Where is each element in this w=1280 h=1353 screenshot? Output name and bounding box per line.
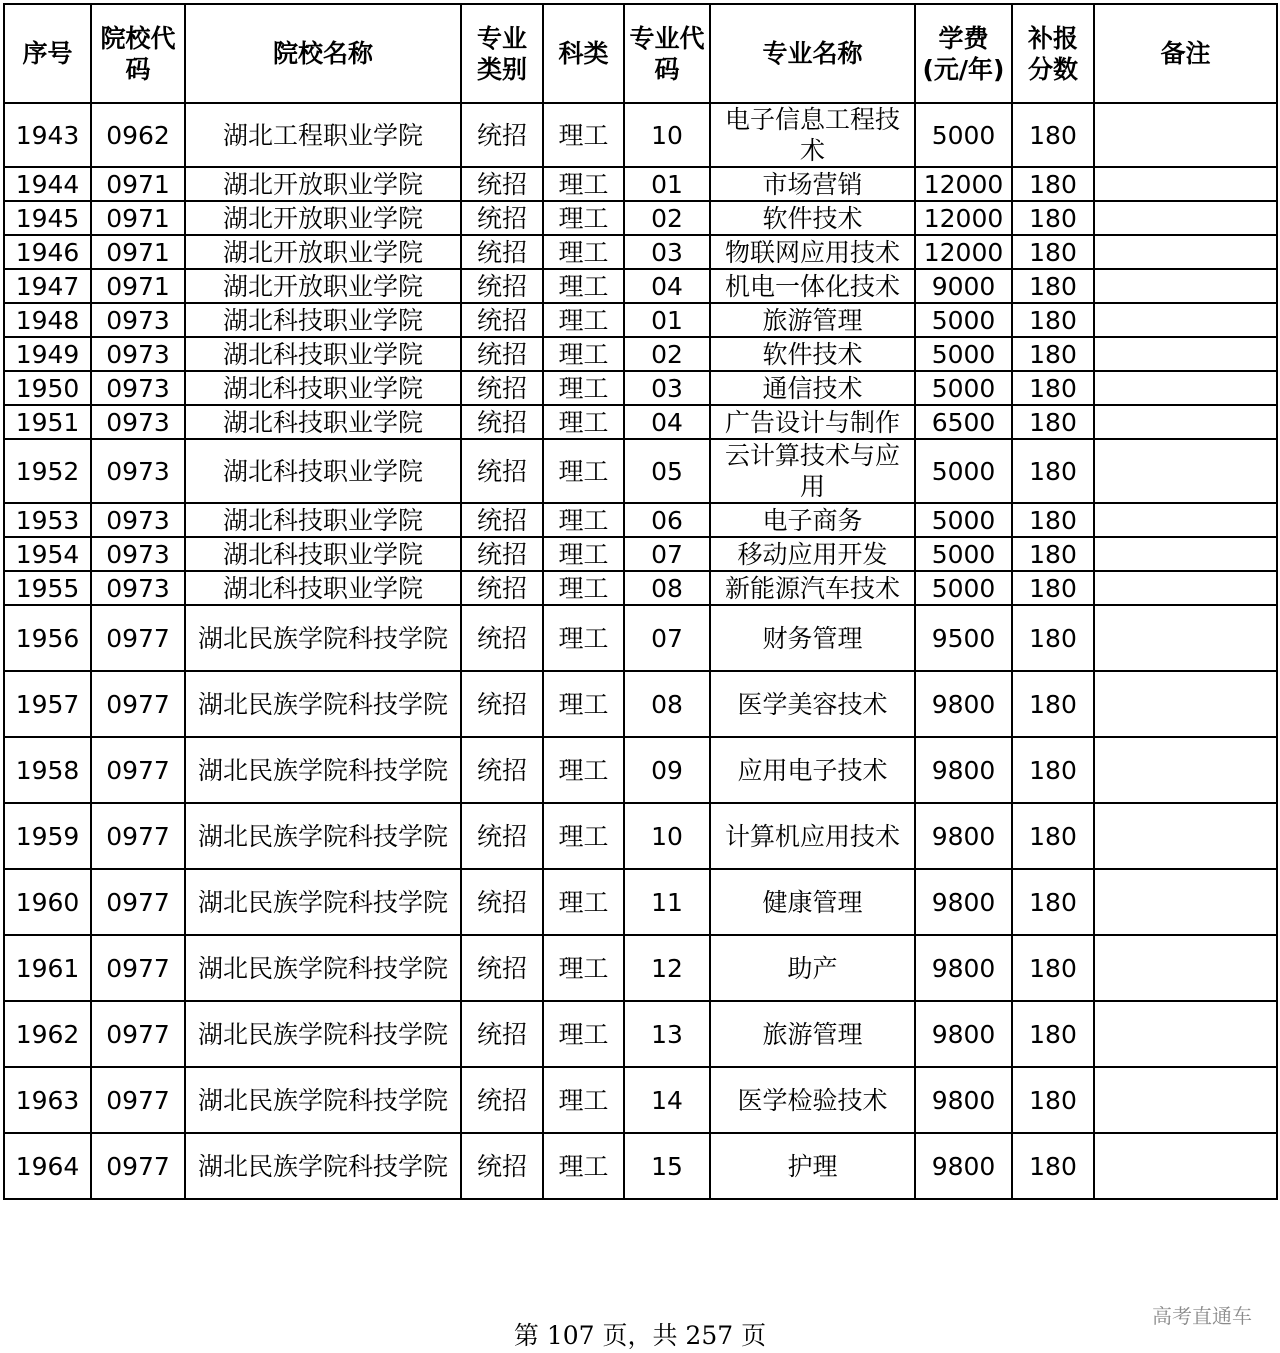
cell-subject: 理工 — [543, 103, 624, 167]
cell-score: 180 — [1012, 235, 1094, 269]
cell-major-code: 14 — [624, 1067, 710, 1133]
cell-school-name: 湖北科技职业学院 — [185, 337, 461, 371]
cell-major-name: 软件技术 — [710, 201, 915, 235]
table-row — [4, 671, 1277, 737]
cell-tuition: 9800 — [915, 1133, 1012, 1199]
cell-tuition: 5000 — [915, 503, 1012, 537]
cell-school-name: 湖北民族学院科技学院 — [185, 935, 461, 1001]
cell-major-type: 统招 — [461, 103, 543, 167]
cell-subject: 理工 — [543, 371, 624, 405]
cell-seq: 1955 — [4, 571, 91, 605]
cell-score: 180 — [1012, 537, 1094, 571]
cell-major-type: 统招 — [461, 605, 543, 671]
cell-score: 180 — [1012, 869, 1094, 935]
cell-school-name: 湖北民族学院科技学院 — [185, 605, 461, 671]
cell-school-name: 湖北科技职业学院 — [185, 537, 461, 571]
cell-tuition: 5000 — [915, 337, 1012, 371]
cell-school-name: 湖北开放职业学院 — [185, 269, 461, 303]
cell-major-code: 07 — [624, 537, 710, 571]
cell-score: 180 — [1012, 1001, 1094, 1067]
cell-seq: 1945 — [4, 201, 91, 235]
cell-major-code: 02 — [624, 201, 710, 235]
cell-remark — [1094, 167, 1277, 201]
cell-score: 180 — [1012, 371, 1094, 405]
cell-score: 180 — [1012, 103, 1094, 167]
cell-subject: 理工 — [543, 405, 624, 439]
table-row — [4, 439, 1277, 503]
cell-seq: 1961 — [4, 935, 91, 1001]
cell-score: 180 — [1012, 439, 1094, 503]
cell-school-code: 0973 — [91, 503, 185, 537]
cell-tuition: 9800 — [915, 803, 1012, 869]
cell-major-type: 统招 — [461, 1133, 543, 1199]
cell-major-name: 护理 — [710, 1133, 915, 1199]
cell-remark — [1094, 235, 1277, 269]
cell-seq: 1957 — [4, 671, 91, 737]
table-row — [4, 571, 1277, 605]
table-body — [4, 103, 1277, 1199]
cell-school-name: 湖北民族学院科技学院 — [185, 869, 461, 935]
cell-subject: 理工 — [543, 201, 624, 235]
cell-major-code: 15 — [624, 1133, 710, 1199]
cell-major-name: 软件技术 — [710, 337, 915, 371]
cell-score: 180 — [1012, 337, 1094, 371]
cell-remark — [1094, 371, 1277, 405]
cell-major-type: 统招 — [461, 935, 543, 1001]
header-school-name: 院校名称 — [185, 4, 461, 103]
header-school-code: 院校代码 — [91, 4, 185, 103]
cell-school-name: 湖北开放职业学院 — [185, 201, 461, 235]
cell-seq: 1944 — [4, 167, 91, 201]
cell-school-code: 0971 — [91, 269, 185, 303]
table-row — [4, 303, 1277, 337]
watermark: 高考直通车 — [1152, 1304, 1252, 1328]
cell-score: 180 — [1012, 167, 1094, 201]
cell-remark — [1094, 1001, 1277, 1067]
cell-school-code: 0973 — [91, 537, 185, 571]
cell-major-type: 统招 — [461, 537, 543, 571]
cell-school-name: 湖北民族学院科技学院 — [185, 737, 461, 803]
cell-major-code: 10 — [624, 803, 710, 869]
cell-remark — [1094, 1133, 1277, 1199]
cell-tuition: 9800 — [915, 1001, 1012, 1067]
table-row — [4, 337, 1277, 371]
cell-tuition: 12000 — [915, 235, 1012, 269]
cell-seq: 1964 — [4, 1133, 91, 1199]
cell-tuition: 12000 — [915, 167, 1012, 201]
cell-subject: 理工 — [543, 537, 624, 571]
cell-seq: 1953 — [4, 503, 91, 537]
cell-remark — [1094, 337, 1277, 371]
cell-remark — [1094, 737, 1277, 803]
cell-major-name: 机电一体化技术 — [710, 269, 915, 303]
cell-remark — [1094, 269, 1277, 303]
cell-major-type: 统招 — [461, 167, 543, 201]
header-major-code: 专业代码 — [624, 4, 710, 103]
cell-score: 180 — [1012, 935, 1094, 1001]
header-row — [4, 4, 1277, 103]
cell-major-type: 统招 — [461, 201, 543, 235]
cell-score: 180 — [1012, 1133, 1094, 1199]
cell-school-code: 0973 — [91, 439, 185, 503]
cell-major-code: 11 — [624, 869, 710, 935]
cell-subject: 理工 — [543, 803, 624, 869]
table-row — [4, 737, 1277, 803]
page-number: 第 107 页，共 257 页 — [513, 1321, 767, 1350]
cell-major-type: 统招 — [461, 571, 543, 605]
cell-major-type: 统招 — [461, 439, 543, 503]
cell-school-name: 湖北民族学院科技学院 — [185, 803, 461, 869]
header-subject: 科类 — [543, 4, 624, 103]
cell-subject: 理工 — [543, 167, 624, 201]
cell-major-code: 05 — [624, 439, 710, 503]
cell-major-name: 电子商务 — [710, 503, 915, 537]
cell-seq: 1959 — [4, 803, 91, 869]
cell-remark — [1094, 201, 1277, 235]
cell-subject: 理工 — [543, 571, 624, 605]
cell-seq: 1951 — [4, 405, 91, 439]
header-seq: 序号 — [4, 4, 91, 103]
cell-major-name: 云计算技术与应用 — [710, 439, 915, 503]
cell-seq: 1954 — [4, 537, 91, 571]
cell-seq: 1956 — [4, 605, 91, 671]
cell-school-code: 0971 — [91, 235, 185, 269]
cell-school-name: 湖北开放职业学院 — [185, 235, 461, 269]
cell-remark — [1094, 671, 1277, 737]
cell-major-name: 计算机应用技术 — [710, 803, 915, 869]
cell-subject: 理工 — [543, 1001, 624, 1067]
cell-score: 180 — [1012, 571, 1094, 605]
cell-school-code: 0973 — [91, 337, 185, 371]
cell-major-name: 移动应用开发 — [710, 537, 915, 571]
cell-subject: 理工 — [543, 869, 624, 935]
cell-major-code: 01 — [624, 303, 710, 337]
cell-school-code: 0977 — [91, 803, 185, 869]
cell-major-name: 市场营销 — [710, 167, 915, 201]
cell-remark — [1094, 1067, 1277, 1133]
cell-score: 180 — [1012, 201, 1094, 235]
cell-seq: 1950 — [4, 371, 91, 405]
cell-tuition: 9800 — [915, 1067, 1012, 1133]
cell-school-code: 0977 — [91, 671, 185, 737]
cell-remark — [1094, 935, 1277, 1001]
cell-major-type: 统招 — [461, 869, 543, 935]
cell-school-code: 0977 — [91, 1067, 185, 1133]
cell-tuition: 6500 — [915, 405, 1012, 439]
cell-school-name: 湖北工程职业学院 — [185, 103, 461, 167]
cell-school-code: 0977 — [91, 935, 185, 1001]
cell-major-name: 新能源汽车技术 — [710, 571, 915, 605]
cell-remark — [1094, 103, 1277, 167]
table-row — [4, 869, 1277, 935]
cell-seq: 1946 — [4, 235, 91, 269]
cell-seq: 1943 — [4, 103, 91, 167]
cell-major-type: 统招 — [461, 503, 543, 537]
cell-major-name: 财务管理 — [710, 605, 915, 671]
cell-subject: 理工 — [543, 671, 624, 737]
table-row — [4, 103, 1277, 167]
cell-school-name: 湖北科技职业学院 — [185, 303, 461, 337]
cell-subject: 理工 — [543, 1133, 624, 1199]
cell-major-code: 08 — [624, 671, 710, 737]
cell-seq: 1960 — [4, 869, 91, 935]
cell-major-type: 统招 — [461, 235, 543, 269]
cell-major-type: 统招 — [461, 803, 543, 869]
cell-school-name: 湖北科技职业学院 — [185, 503, 461, 537]
header-major-name: 专业名称 — [710, 4, 915, 103]
cell-school-name: 湖北科技职业学院 — [185, 571, 461, 605]
header-major-type: 专业类别 — [461, 4, 543, 103]
cell-remark — [1094, 803, 1277, 869]
cell-school-name: 湖北民族学院科技学院 — [185, 1133, 461, 1199]
cell-score: 180 — [1012, 605, 1094, 671]
cell-score: 180 — [1012, 303, 1094, 337]
cell-tuition: 5000 — [915, 439, 1012, 503]
cell-tuition: 9800 — [915, 869, 1012, 935]
table-row — [4, 269, 1277, 303]
cell-tuition: 5000 — [915, 537, 1012, 571]
table-row — [4, 167, 1277, 201]
cell-major-name: 旅游管理 — [710, 303, 915, 337]
cell-subject: 理工 — [543, 439, 624, 503]
cell-tuition: 9500 — [915, 605, 1012, 671]
cell-remark — [1094, 439, 1277, 503]
cell-remark — [1094, 303, 1277, 337]
cell-major-type: 统招 — [461, 737, 543, 803]
cell-major-name: 物联网应用技术 — [710, 235, 915, 269]
cell-major-code: 01 — [624, 167, 710, 201]
cell-seq: 1949 — [4, 337, 91, 371]
table-row — [4, 803, 1277, 869]
cell-major-code: 08 — [624, 571, 710, 605]
cell-major-type: 统招 — [461, 303, 543, 337]
cell-major-name: 电子信息工程技术 — [710, 103, 915, 167]
table-row — [4, 235, 1277, 269]
cell-subject: 理工 — [543, 503, 624, 537]
cell-school-code: 0962 — [91, 103, 185, 167]
cell-score: 180 — [1012, 737, 1094, 803]
cell-major-type: 统招 — [461, 337, 543, 371]
cell-score: 180 — [1012, 803, 1094, 869]
cell-school-name: 湖北民族学院科技学院 — [185, 671, 461, 737]
cell-major-code: 04 — [624, 405, 710, 439]
cell-school-code: 0977 — [91, 869, 185, 935]
cell-subject: 理工 — [543, 337, 624, 371]
cell-seq: 1962 — [4, 1001, 91, 1067]
cell-subject: 理工 — [543, 737, 624, 803]
cell-major-code: 12 — [624, 935, 710, 1001]
cell-school-code: 0971 — [91, 201, 185, 235]
table-row — [4, 201, 1277, 235]
cell-major-name: 通信技术 — [710, 371, 915, 405]
cell-subject: 理工 — [543, 1067, 624, 1133]
cell-major-type: 统招 — [461, 405, 543, 439]
cell-subject: 理工 — [543, 605, 624, 671]
table-row — [4, 1067, 1277, 1133]
cell-score: 180 — [1012, 1067, 1094, 1133]
cell-seq: 1952 — [4, 439, 91, 503]
cell-seq: 1948 — [4, 303, 91, 337]
table-row — [4, 537, 1277, 571]
table-row — [4, 1133, 1277, 1199]
cell-tuition: 12000 — [915, 201, 1012, 235]
cell-subject: 理工 — [543, 235, 624, 269]
cell-major-code: 09 — [624, 737, 710, 803]
cell-score: 180 — [1012, 405, 1094, 439]
cell-subject: 理工 — [543, 935, 624, 1001]
cell-school-name: 湖北科技职业学院 — [185, 439, 461, 503]
cell-major-code: 03 — [624, 235, 710, 269]
cell-major-name: 医学美容技术 — [710, 671, 915, 737]
admissions-table — [3, 3, 1278, 1200]
cell-school-name: 湖北科技职业学院 — [185, 371, 461, 405]
cell-remark — [1094, 869, 1277, 935]
cell-school-code: 0973 — [91, 405, 185, 439]
cell-remark — [1094, 605, 1277, 671]
cell-major-type: 统招 — [461, 671, 543, 737]
cell-major-name: 医学检验技术 — [710, 1067, 915, 1133]
cell-tuition: 5000 — [915, 103, 1012, 167]
cell-major-name: 旅游管理 — [710, 1001, 915, 1067]
cell-major-code: 04 — [624, 269, 710, 303]
cell-tuition: 5000 — [915, 571, 1012, 605]
cell-subject: 理工 — [543, 303, 624, 337]
cell-major-code: 13 — [624, 1001, 710, 1067]
cell-school-code: 0977 — [91, 737, 185, 803]
cell-remark — [1094, 571, 1277, 605]
cell-seq: 1958 — [4, 737, 91, 803]
cell-score: 180 — [1012, 671, 1094, 737]
cell-school-name: 湖北科技职业学院 — [185, 405, 461, 439]
table-row — [4, 405, 1277, 439]
table-row — [4, 503, 1277, 537]
cell-school-code: 0973 — [91, 371, 185, 405]
cell-major-name: 健康管理 — [710, 869, 915, 935]
cell-major-code: 06 — [624, 503, 710, 537]
cell-score: 180 — [1012, 503, 1094, 537]
cell-major-type: 统招 — [461, 1001, 543, 1067]
table-row — [4, 935, 1277, 1001]
cell-major-name: 助产 — [710, 935, 915, 1001]
table-row — [4, 1001, 1277, 1067]
cell-tuition: 9800 — [915, 737, 1012, 803]
cell-school-code: 0977 — [91, 1133, 185, 1199]
cell-major-code: 10 — [624, 103, 710, 167]
cell-major-code: 03 — [624, 371, 710, 405]
cell-school-name: 湖北民族学院科技学院 — [185, 1067, 461, 1133]
cell-remark — [1094, 537, 1277, 571]
cell-seq: 1963 — [4, 1067, 91, 1133]
table-row — [4, 371, 1277, 405]
table-row — [4, 605, 1277, 671]
cell-school-code: 0977 — [91, 605, 185, 671]
cell-major-code: 02 — [624, 337, 710, 371]
header-tuition: 学费(元/年) — [915, 4, 1012, 103]
header-remark: 备注 — [1094, 4, 1277, 103]
cell-major-type: 统招 — [461, 269, 543, 303]
header-score: 补报分数 — [1012, 4, 1094, 103]
cell-major-name: 广告设计与制作 — [710, 405, 915, 439]
cell-school-code: 0973 — [91, 303, 185, 337]
cell-seq: 1947 — [4, 269, 91, 303]
cell-tuition: 5000 — [915, 303, 1012, 337]
cell-major-type: 统招 — [461, 1067, 543, 1133]
cell-major-code: 07 — [624, 605, 710, 671]
cell-tuition: 9000 — [915, 269, 1012, 303]
cell-score: 180 — [1012, 269, 1094, 303]
cell-school-name: 湖北民族学院科技学院 — [185, 1001, 461, 1067]
cell-major-type: 统招 — [461, 371, 543, 405]
cell-school-name: 湖北开放职业学院 — [185, 167, 461, 201]
cell-major-name: 应用电子技术 — [710, 737, 915, 803]
cell-school-code: 0971 — [91, 167, 185, 201]
cell-school-code: 0977 — [91, 1001, 185, 1067]
cell-remark — [1094, 503, 1277, 537]
cell-tuition: 9800 — [915, 671, 1012, 737]
cell-remark — [1094, 405, 1277, 439]
cell-subject: 理工 — [543, 269, 624, 303]
cell-tuition: 9800 — [915, 935, 1012, 1001]
cell-tuition: 5000 — [915, 371, 1012, 405]
cell-school-code: 0973 — [91, 571, 185, 605]
